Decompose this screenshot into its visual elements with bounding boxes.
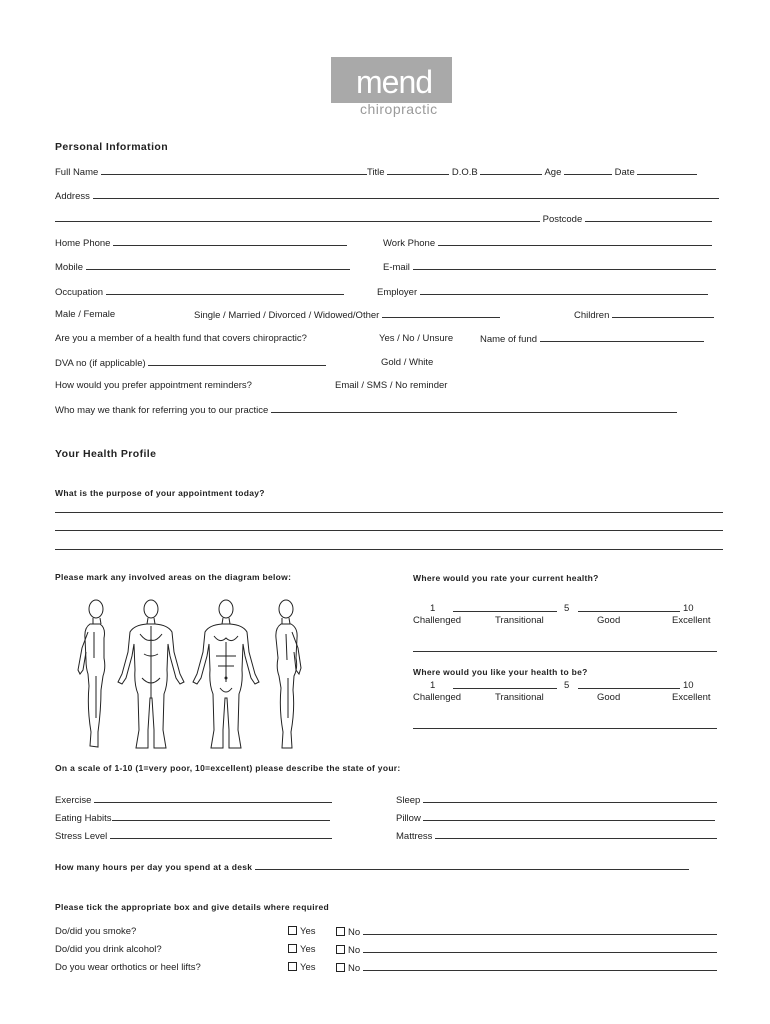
orthotics-no-label: No: [348, 963, 361, 974]
eating-field[interactable]: [112, 812, 330, 821]
like-label-excellent: Excellent: [672, 692, 711, 703]
current-scale-10: 10: [683, 603, 694, 614]
title-label: Title: [366, 167, 385, 178]
mattress-row: [396, 830, 717, 842]
employer-row: [377, 286, 708, 298]
smoke-no-option[interactable]: [336, 926, 717, 938]
referral-row: [55, 404, 677, 416]
occupation-row: [55, 286, 344, 298]
purpose-line-1[interactable]: [55, 512, 723, 513]
date-label: Date: [614, 167, 635, 178]
orthotics-question: Do you wear orthotics or heel lifts?: [55, 962, 201, 973]
address-row: [55, 190, 719, 202]
postcode-label: Postcode: [542, 214, 583, 225]
like-scale-10: 10: [683, 680, 694, 691]
email-row: [383, 261, 716, 273]
employer-label: Employer: [377, 287, 418, 298]
purpose-line-2[interactable]: [55, 530, 723, 531]
home-phone-field[interactable]: [113, 237, 347, 246]
address-label: Address: [55, 191, 90, 202]
diagram-question: Please mark any involved areas on the diagram below:: [55, 572, 292, 582]
reminders-question: How would you prefer appointment reminders?: [55, 380, 252, 391]
address-line-2-field[interactable]: [55, 213, 540, 222]
eating-label: Eating Habits: [55, 813, 112, 824]
sleep-field[interactable]: [423, 794, 717, 803]
stress-label: Stress Level: [55, 831, 108, 842]
like-scale-line-1[interactable]: [453, 688, 557, 689]
orthotics-yes-label: Yes: [300, 962, 316, 973]
body-figure-front[interactable]: [193, 600, 259, 748]
like-label-good: Good: [597, 692, 621, 703]
body-figure-side-right[interactable]: [276, 600, 301, 748]
current-health-question: Where would you rate your current health?: [413, 573, 599, 583]
postcode-field[interactable]: [585, 213, 712, 222]
checkbox-icon[interactable]: [336, 945, 345, 954]
desk-field[interactable]: [255, 861, 689, 870]
children-label: Children: [574, 310, 610, 321]
smoke-details-field[interactable]: [363, 926, 717, 935]
like-health-notes-line[interactable]: [413, 728, 717, 729]
current-scale-1: 1: [430, 603, 436, 614]
exercise-row: [55, 794, 332, 806]
reminders-options[interactable]: Email / SMS / No reminder: [335, 380, 448, 391]
mattress-field[interactable]: [435, 830, 717, 839]
marital-other-field[interactable]: [382, 309, 500, 318]
smoke-question: Do/did you smoke?: [55, 926, 137, 937]
exercise-field[interactable]: [94, 794, 332, 803]
tick-question: Please tick the appropriate box and give details where required: [55, 902, 329, 912]
fund-name-label: Name of fund: [480, 334, 538, 345]
marital-label[interactable]: Single / Married / Divorced / Widowed/Other: [194, 310, 380, 321]
dob-label: D.O.B: [451, 167, 478, 178]
logo-main-text: mend: [356, 64, 433, 100]
like-scale-line-2[interactable]: [578, 688, 680, 689]
dva-label: DVA no (if applicable): [55, 358, 146, 369]
pillow-field[interactable]: [423, 812, 715, 821]
alcohol-question: Do/did you drink alcohol?: [55, 944, 162, 955]
children-row: [574, 309, 714, 321]
referral-label: Who may we thank for referring you to our practice: [55, 405, 269, 416]
current-label-transitional: Transitional: [495, 615, 544, 626]
like-scale-1: 1: [430, 680, 436, 691]
smoke-yes-label: Yes: [300, 926, 316, 937]
date-field[interactable]: [637, 166, 697, 175]
fund-name-row: [480, 333, 704, 345]
stress-field[interactable]: [110, 830, 332, 839]
marital-row: [194, 309, 500, 321]
pillow-label: Pillow: [396, 813, 421, 824]
like-health-question: Where would you like your health to be?: [413, 667, 588, 677]
children-field[interactable]: [612, 309, 714, 318]
alcohol-yes-label: Yes: [300, 944, 316, 955]
purpose-line-3[interactable]: [55, 549, 723, 550]
health-profile-heading: Your Health Profile: [55, 448, 157, 460]
full-name-label: Full Name: [55, 167, 99, 178]
alcohol-details-field[interactable]: [363, 944, 717, 953]
smoke-no-label: No: [348, 927, 361, 938]
current-health-notes-line[interactable]: [413, 651, 717, 652]
rating-question: On a scale of 1-10 (1=very poor, 10=excellent) please describe the state of your:: [55, 763, 401, 773]
checkbox-icon[interactable]: [288, 944, 297, 953]
health-fund-question: Are you a member of a health fund that covers chiropractic?: [55, 333, 307, 344]
gender-label[interactable]: Male / Female: [55, 309, 116, 320]
desk-question: How many hours per day you spend at a desk: [55, 862, 253, 872]
dva-row: [55, 357, 326, 369]
postcode-row: [55, 213, 712, 225]
work-phone-field[interactable]: [438, 237, 712, 246]
smoke-yes-option[interactable]: [288, 926, 316, 937]
address-field[interactable]: [93, 190, 719, 199]
current-label-good: Good: [597, 615, 621, 626]
mattress-label: Mattress: [396, 831, 433, 842]
sleep-label: Sleep: [396, 795, 421, 806]
like-scale-5: 5: [564, 680, 570, 691]
full-name-field[interactable]: [101, 166, 367, 175]
stress-row: [55, 830, 332, 842]
alcohol-yes-option[interactable]: [288, 944, 316, 955]
mobile-row: [55, 261, 350, 273]
dva-options[interactable]: Gold / White: [381, 357, 434, 368]
occupation-field[interactable]: [106, 286, 344, 295]
orthotics-details-field[interactable]: [363, 962, 717, 971]
personal-info-heading: Personal Information: [55, 141, 169, 153]
checkbox-icon[interactable]: [336, 963, 345, 972]
home-phone-row: [55, 237, 347, 249]
desk-row: [55, 861, 689, 873]
like-label-transitional: Transitional: [495, 692, 544, 703]
occupation-label: Occupation: [55, 287, 104, 298]
full-name-row: [55, 166, 697, 178]
employer-field[interactable]: [420, 286, 708, 295]
alcohol-no-option[interactable]: [336, 944, 717, 956]
fund-name-field[interactable]: [540, 333, 704, 342]
checkbox-icon[interactable]: [288, 926, 297, 935]
email-label: E-mail: [383, 262, 410, 273]
body-diagram[interactable]: [60, 598, 320, 754]
current-scale-line-2[interactable]: [578, 611, 680, 612]
current-label-challenged: Challenged: [413, 615, 462, 626]
title-field[interactable]: [387, 166, 449, 175]
current-scale-line-1[interactable]: [453, 611, 557, 612]
like-label-challenged: Challenged: [413, 692, 462, 703]
email-field[interactable]: [413, 261, 716, 270]
checkbox-icon[interactable]: [288, 962, 297, 971]
health-fund-options[interactable]: Yes / No / Unsure: [379, 333, 454, 344]
current-label-excellent: Excellent: [672, 615, 711, 626]
sleep-row: [396, 794, 717, 806]
pillow-row: [396, 812, 715, 824]
body-figure-side-left[interactable]: [78, 600, 105, 747]
work-phone-label: Work Phone: [383, 238, 436, 249]
age-label: Age: [544, 167, 562, 178]
dob-field[interactable]: [480, 166, 542, 175]
age-field[interactable]: [564, 166, 612, 175]
home-phone-label: Home Phone: [55, 238, 111, 249]
current-scale-5: 5: [564, 603, 570, 614]
mobile-field[interactable]: [86, 261, 350, 270]
orthotics-yes-option[interactable]: [288, 962, 316, 973]
dva-field[interactable]: [148, 357, 326, 366]
alcohol-no-label: No: [348, 945, 361, 956]
exercise-label: Exercise: [55, 795, 92, 806]
eating-row: [55, 812, 330, 824]
referral-field[interactable]: [271, 404, 677, 413]
checkbox-icon[interactable]: [336, 927, 345, 936]
work-phone-row: [383, 237, 712, 249]
body-figure-back[interactable]: [118, 600, 184, 748]
logo-sub-text: chiropractic: [360, 101, 438, 117]
orthotics-no-option[interactable]: [336, 962, 717, 974]
mobile-label: Mobile: [55, 262, 83, 273]
purpose-question: What is the purpose of your appointment today?: [55, 488, 265, 498]
